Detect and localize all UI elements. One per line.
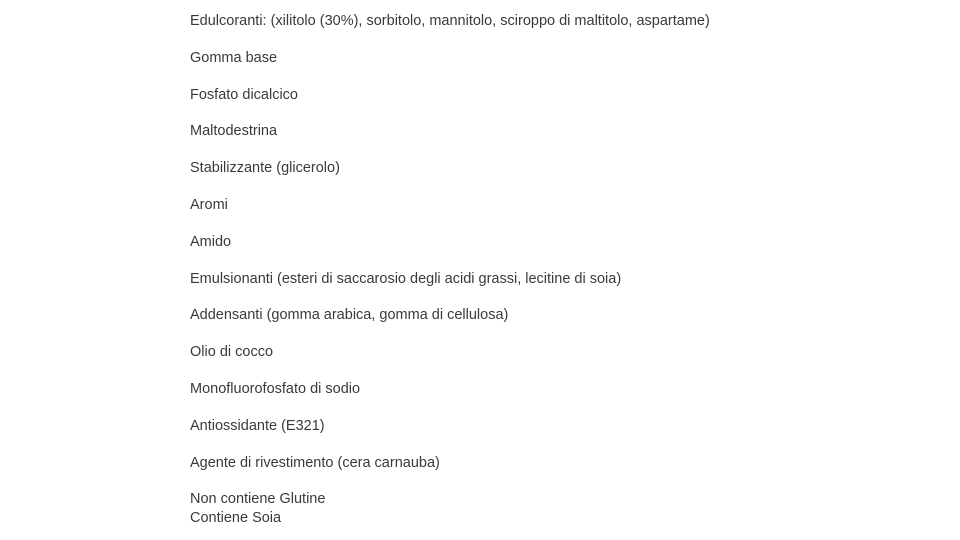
ingredient-thickeners: Addensanti (gomma arabica, gomma di cellulosa) [190,307,509,324]
ingredients-list [190,12,710,490]
allergen-notes [190,490,325,527]
ingredient-sweeteners: Edulcoranti: (xilitolo (30%), sorbitolo, mannitolo, sciroppo di maltitolo, aspartame) [190,13,710,29]
ingredient-sodium-monofluorophosphate: Monofluorofosfato di sodio [190,380,361,397]
ingredient-coconut-oil: Olio di cocco [190,344,274,361]
ingredient-flavors: Aromi [190,196,228,213]
ingredient-emulsifiers: Emulsionanti (esteri di saccarosio degli acidi grassi, lecitine di soia) [190,270,622,287]
ingredient-antioxidant: Antiossidante (E321) [190,417,325,434]
gluten-note: Non contiene Glutine [190,491,326,507]
ingredient-starch: Amido [190,233,232,250]
ingredient-dicalcium-phosphate: Fosfato dicalcico [190,86,298,103]
ingredient-stabilizer: Stabilizzante (glicerolo) [190,160,340,177]
ingredient-glazing-agent: Agente di rivestimento (cera carnauba) [190,454,440,471]
ingredient-gum-base: Gomma base [190,49,278,66]
soy-note: Contiene Soia [190,509,282,526]
ingredient-maltodextrin: Maltodestrina [190,123,278,140]
